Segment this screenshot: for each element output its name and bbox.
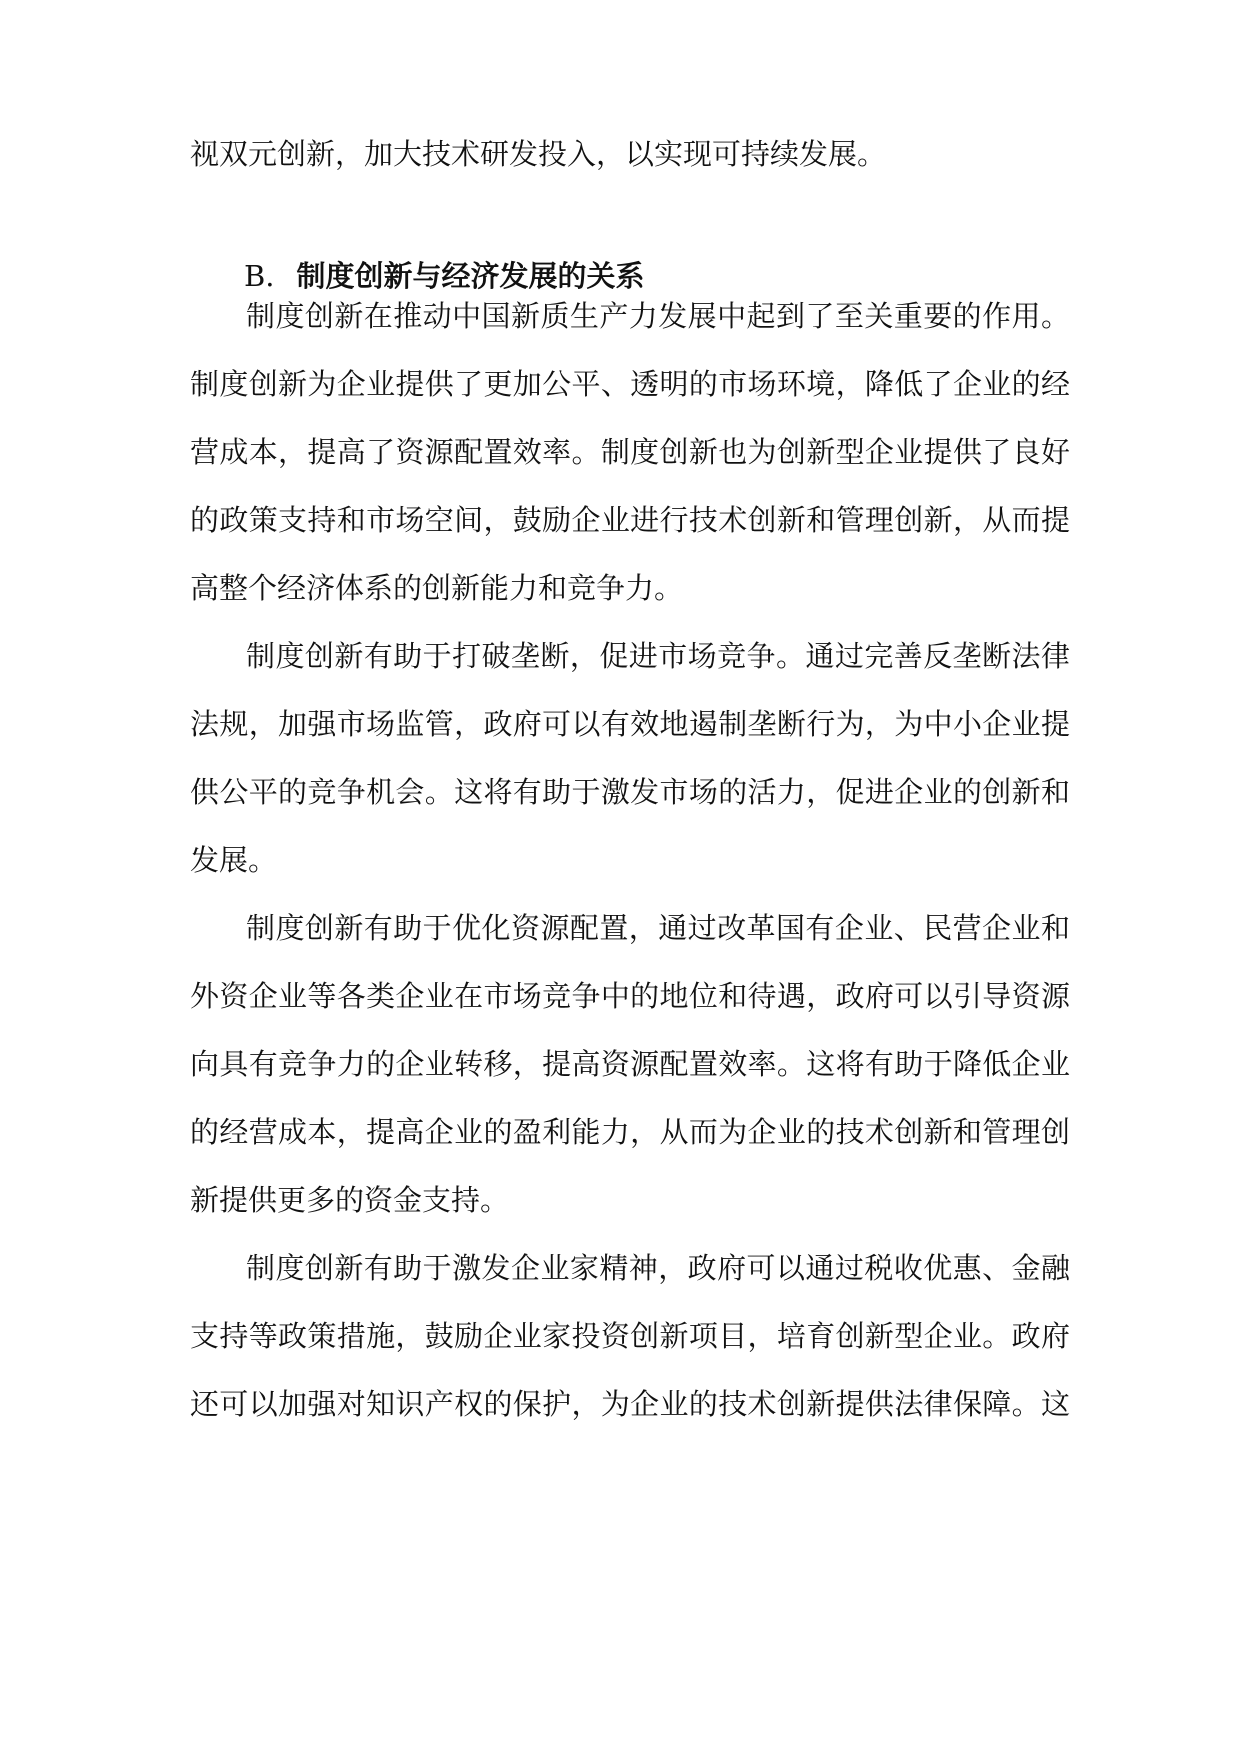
- paragraph-line: 制度创新有助于激发企业家精神，政府可以通过税收优惠、金融: [246, 1251, 1070, 1285]
- paragraph-line: 制度创新有助于打破垄断，促进市场竞争。通过完善反垄断法律: [246, 639, 1070, 673]
- paragraph-line: 的经营成本，提高企业的盈利能力，从而为企业的技术创新和管理创: [190, 1115, 1070, 1149]
- paragraph-line: 制度创新在推动中国新质生产力发展中起到了至关重要的作用。: [246, 299, 1070, 333]
- paragraph-line: 发展。: [190, 843, 278, 877]
- paragraph-line: 营成本，提高了资源配置效率。制度创新也为创新型企业提供了良好: [190, 435, 1070, 469]
- paragraph-line: 支持等政策措施，鼓励企业家投资创新项目，培育创新型企业。政府: [190, 1319, 1070, 1353]
- section-heading: [244, 256, 645, 296]
- paragraph-line: 的政策支持和市场空间，鼓励企业进行技术创新和管理创新，从而提: [190, 503, 1070, 537]
- section-heading-text: 制度创新与经济发展的关系: [296, 259, 645, 293]
- section-heading-marker: B.: [244, 259, 275, 293]
- paragraph-line: 高整个经济体系的创新能力和竞争力。: [190, 571, 684, 605]
- paragraph-line: 外资企业等各类企业在市场竞争中的地位和待遇，政府可以引导资源: [190, 979, 1070, 1013]
- paragraph-line: 供公平的竞争机会。这将有助于激发市场的活力，促进企业的创新和: [190, 775, 1070, 809]
- paragraph-line: 还可以加强对知识产权的保护，为企业的技术创新提供法律保障。这: [190, 1387, 1070, 1421]
- paragraph-line: 向具有竞争力的企业转移，提高资源配置效率。这将有助于降低企业: [190, 1047, 1070, 1081]
- paragraph-line: 制度创新为企业提供了更加公平、透明的市场环境，降低了企业的经: [190, 367, 1070, 401]
- paragraph-line: 新提供更多的资金支持。: [190, 1183, 510, 1217]
- paragraph-line: 视双元创新，加大技术研发投入，以实现可持续发展。: [190, 137, 887, 171]
- paragraph-line: 法规，加强市场监管，政府可以有效地遏制垄断行为，为中小企业提: [190, 707, 1070, 741]
- paragraph-line: 制度创新有助于优化资源配置，通过改革国有企业、民营企业和: [246, 911, 1070, 945]
